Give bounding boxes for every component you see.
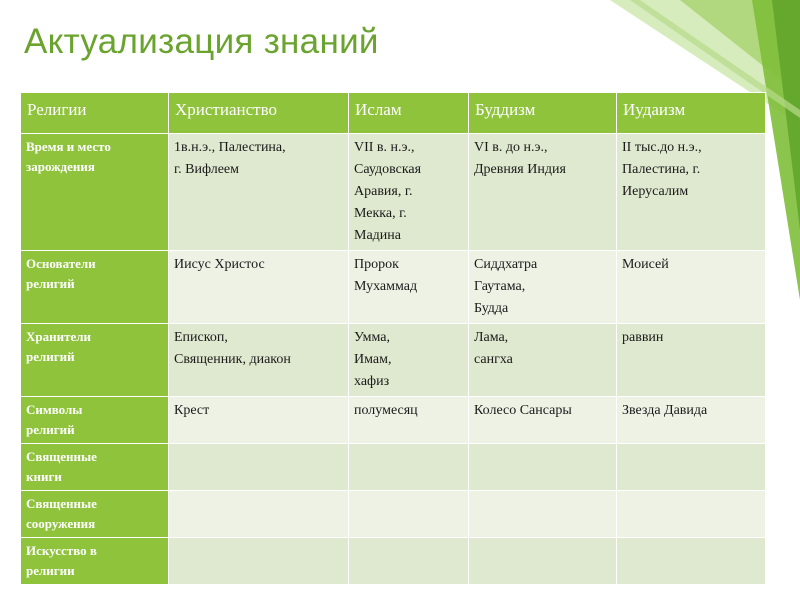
table-cell (469, 444, 617, 491)
table-cell (617, 444, 766, 491)
table-row (21, 444, 766, 491)
header-judaism: Иудаизм (617, 93, 766, 134)
religions-table (20, 92, 766, 585)
row-label-buildings: Священные сооружения (21, 491, 169, 538)
header-christianity: Христианство (169, 93, 349, 134)
table-cell: Сиддхатра Гаутама, Будда (469, 251, 617, 324)
table-cell: Лама, сангха (469, 324, 617, 397)
header-religions: Религии (21, 93, 169, 134)
table-cell (349, 444, 469, 491)
table-cell (617, 491, 766, 538)
table-cell: II тыс.до н.э., Палестина, г. Иерусалим (617, 134, 766, 251)
table-row (21, 397, 766, 444)
header-islam: Ислам (349, 93, 469, 134)
table-cell: Епископ, Священник, диакон (169, 324, 349, 397)
table-cell: Крест (169, 397, 349, 444)
table-row (21, 538, 766, 585)
row-label-art: Искусство в религии (21, 538, 169, 585)
table-row (21, 134, 766, 251)
table-cell: 1в.н.э., Палестина, г. Вифлеем (169, 134, 349, 251)
table-cell: Иисус Христос (169, 251, 349, 324)
header-buddhism: Буддизм (469, 93, 617, 134)
row-label-books: Священные книги (21, 444, 169, 491)
table-cell (469, 538, 617, 585)
table-cell (469, 491, 617, 538)
table-cell (349, 538, 469, 585)
table-row (21, 251, 766, 324)
table-cell: Моисей (617, 251, 766, 324)
table-row (21, 324, 766, 397)
slide-title: Актуализация знаний (24, 22, 379, 61)
table-cell (349, 491, 469, 538)
table-cell: Колесо Сансары (469, 397, 617, 444)
table-cell: VII в. н.э., Саудовская Аравия, г. Мекка, г. Мадина (349, 134, 469, 251)
table-cell (169, 491, 349, 538)
table-cell: Умма, Имам, хафиз (349, 324, 469, 397)
table-cell: Звезда Давида (617, 397, 766, 444)
table-row (21, 491, 766, 538)
table-cell: Пророк Мухаммад (349, 251, 469, 324)
row-label-founders: Основатели религий (21, 251, 169, 324)
table-header-row (21, 93, 766, 134)
row-label-symbols: Символы религий (21, 397, 169, 444)
table-cell: полумесяц (349, 397, 469, 444)
table-cell (169, 538, 349, 585)
table-cell (169, 444, 349, 491)
table-cell (617, 538, 766, 585)
row-label-origin: Время и место зарождения (21, 134, 169, 251)
table-cell: VI в. до н.э., Древняя Индия (469, 134, 617, 251)
row-label-keepers: Хранители религий (21, 324, 169, 397)
table-cell: раввин (617, 324, 766, 397)
